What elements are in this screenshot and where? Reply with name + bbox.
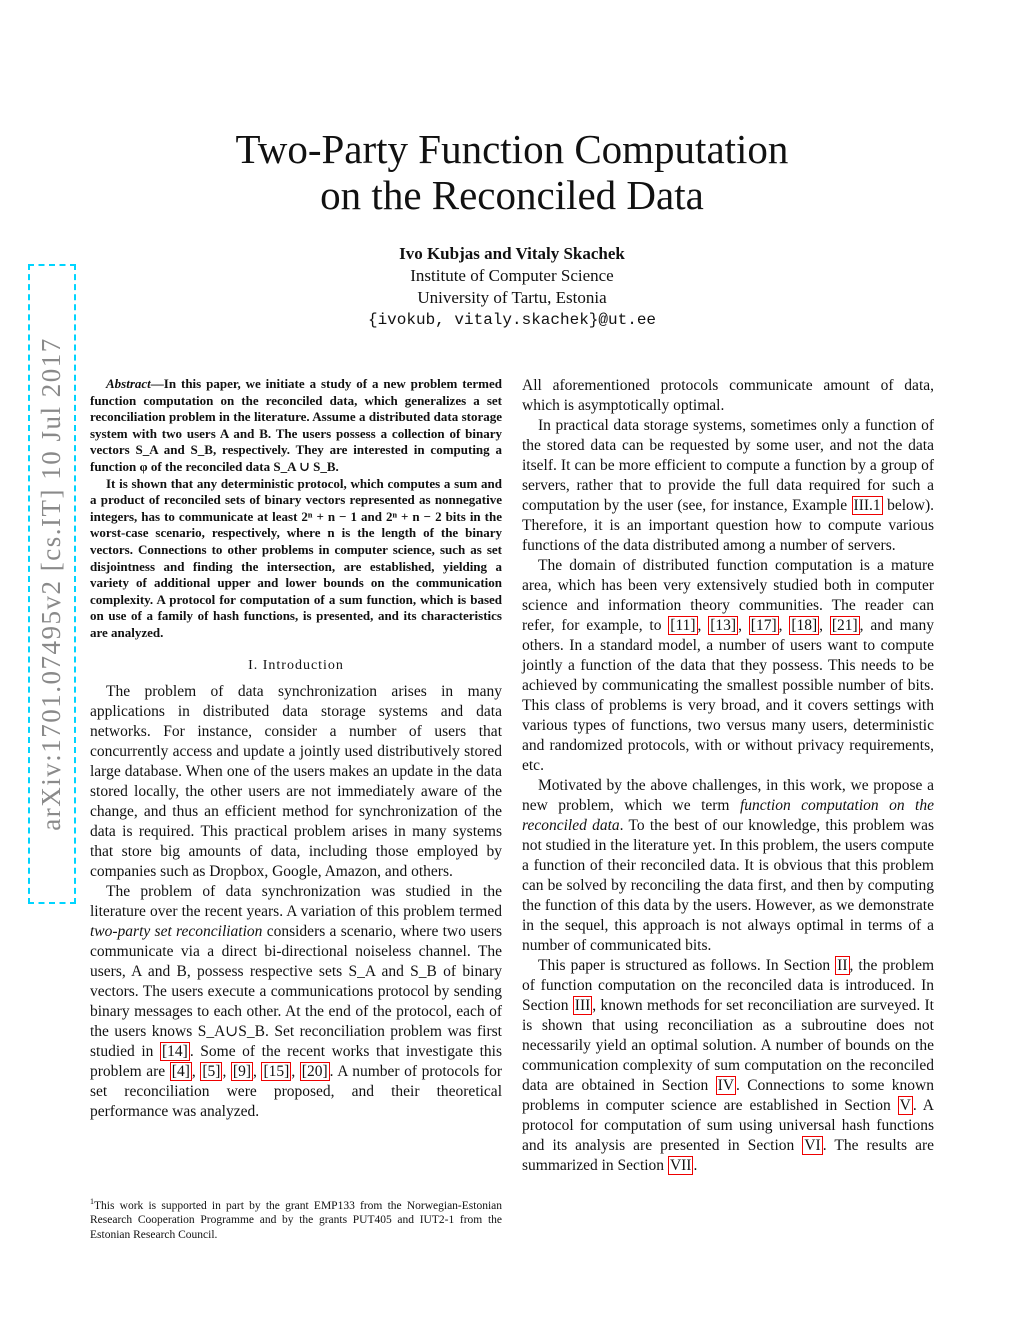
section-link[interactable]: IV	[717, 1077, 735, 1094]
italic-term: function computation on the reconciled data	[522, 797, 934, 834]
abstract-paragraph-1	[90, 376, 502, 476]
intro-paragraph-2: The problem of data synchronization was studied in the literature over the recent years. A variation of this problem termed two-party set reconciliation considers a scenario, where two users communicate via a direct bi-directional noiseless channel. The users, A and B, possess respective sets S_A and S_B of binary vectors. The users execute a communications protocol by sending binary messages to each other. At the end of the protocol, each of the users knows S_A∪S_B. Set reconciliation problem was first studied in [14] . Some of the recent works that investigate this problem are [4] , [5] , [9] , [15] , [20] . A number of protocols for set reconciliation were proposed, and their theoretical performance was analyzed.	[90, 882, 503, 1120]
right-column	[522, 376, 934, 1176]
citation-link[interactable]: [4]	[171, 1062, 190, 1080]
text: . A protocol for computation of sum using universal hash functions and its analysis are presented in Section	[522, 1097, 934, 1154]
right-paragraph-2: The domain of distributed function computation is a mature area, which has been very extensively studied both in computer science and information theory communities. The reader can refer, for example, to [11] , [13] , [17] , [18] , [21] , and many others. In a standard model, a number of users want to compute jointly a function of the data that they possess. This needs to be achieved by communicating the smallest possible number of bits. This class of problems is very broad, and it covers settings with various types of functions, two versus many users, deterministic and randomized protocols, with or without privacy requirements, etc.	[522, 557, 935, 774]
text: . To the best of our knowledge, this problem was not studied in the literature yet. In this problem, the users compute a function of their reconciled data. It is obvious that this problem can be solved by reconciling the data first, and then by computing the function of this data by the users. However, as we demonstrate in the sequel, this approach is not always optimal in terms of a number of communicated bits.	[522, 817, 934, 954]
citation-link[interactable]: [15]	[263, 1062, 290, 1080]
arxiv-stamp[interactable]: arXiv:1701.07495v2 [cs.IT] 10 Jul 2017	[28, 264, 76, 904]
citation-link[interactable]: [9]	[232, 1062, 251, 1080]
section-link[interactable]: V	[899, 1097, 911, 1114]
section-heading-introduction: I. Introduction	[248, 657, 344, 673]
author-email: {ivokub, vitaly.skachek}@ut.ee	[367, 311, 657, 329]
text: . The results are summarized in Section	[522, 1137, 934, 1174]
title-line-1: Two-Party Function Computation	[235, 126, 789, 172]
footnote-mark: 1	[90, 1197, 94, 1206]
author-names: Ivo Kubjas and Vitaly Skachek	[399, 244, 625, 263]
citation-link[interactable]: [18]	[791, 617, 818, 634]
footnote-text: This work is supported in part by the grant EMP133 from the Norwegian-Estonian Research Cooperation Programme and by the grants PUT405 and IUT2-1 from the Estonian Research Council.	[90, 1199, 502, 1242]
citation-link[interactable]: [13]	[710, 617, 737, 634]
affiliation-1: Institute of Computer Science	[410, 266, 614, 285]
intro-paragraph-1: The problem of data synchronization arises in many applications in distributed data storage systems and data networks. For instance, consider a number of users that concurrently access and update a jointly used distributively stored large database. When one of the users makes an update in the data stored locally, the other users are not immediately aware of the change, and thus an efficient method for synchronization of the data is required. This practical problem arises in many systems that store big amounts of data, including those employed by companies such as Dropbox, Google, Amazon, and others.	[90, 682, 502, 880]
text: , the problem of function computation on the reconciled data is introduced. In Section	[522, 957, 935, 1014]
citation-link[interactable]: [14]	[161, 1042, 188, 1060]
italic-term: two-party set reconciliation	[90, 922, 263, 940]
text: . Connections to some known problems in computer science are established in Section	[522, 1077, 934, 1114]
citation-link[interactable]: [17]	[750, 617, 777, 634]
section-link[interactable]: II	[837, 957, 848, 974]
abstract-label: Abstract	[106, 376, 151, 391]
text: This paper is structured as follows. In Section	[538, 957, 836, 974]
right-paragraph-4	[522, 956, 934, 1176]
title-line-2: on the Reconciled Data	[320, 172, 704, 218]
text: Motivated by the above challenges, in this work, we propose a new problem, which we term	[522, 777, 934, 814]
section-link[interactable]: VII	[669, 1157, 692, 1174]
text: , known methods for set reconciliation are surveyed. It is shown that using reconciliation as a subroutine does not necessarily yield an optimal solution. A number of bounds on the communication complexity of sum computation on the reconciled data are obtained in Section	[522, 997, 934, 1094]
text: . A number of protocols for set reconciliation were proposed, and their theoretical performance was analyzed.	[90, 1062, 503, 1120]
abstract	[90, 376, 502, 642]
text: . Some of the recent works that investigate this problem are	[90, 1042, 502, 1080]
left-column	[90, 376, 502, 1122]
paper-title	[0, 126, 1024, 218]
text: considers a scenario, where two users communicate via a direct bi-directional noiseless channel. The users, A and B, possess respective sets S_A and S_B of binary vectors. The users execute a communications protocol by sending binary messages to each other. At the end of the protocol, each of the users knows S_A∪S_B. Set reconciliation problem was first studied in	[90, 922, 503, 1060]
text: .	[693, 1157, 698, 1174]
author-block	[0, 243, 1024, 331]
right-paragraph-3	[522, 776, 934, 956]
text: The problem of data synchronization was studied in the literature over the recent years. A variation of this problem termed	[90, 882, 502, 920]
section-link[interactable]: VI	[804, 1137, 821, 1154]
citation-link[interactable]: [20]	[301, 1062, 328, 1080]
text: below). Therefore, it is an important question how to compute various functions of the data distributed among a number of servers.	[522, 497, 934, 554]
section-link[interactable]: III	[574, 997, 591, 1014]
citation-link[interactable]: [11]	[670, 617, 696, 634]
text: The domain of distributed function computation is a mature area, which has been very extensively studied both in computer science and information theory communities. The reader can refer, for example, to	[522, 557, 934, 634]
affiliation-2: University of Tartu, Estonia	[417, 288, 607, 307]
footnote	[90, 1195, 502, 1243]
abstract-text-1: —In this paper, we initiate a study of a new problem termed function computation on the reconciled data, which generalizes a set reconciliation problem in the literature. Assume a distributed data storage system with two users A and B. The users possess a collection of binary vectors S_A and S_B, respectively. They are interested in computing a function φ of the reconciled data S_A ∪ S_B.	[90, 376, 502, 474]
text: In practical data storage systems, sometimes only a function of the stored data can be requested by some user, and not the data itself. It can be more efficient to compute a function by a group of servers, rather that to provide the full data required for such a computation by the user (see, for instance, Example	[522, 417, 934, 514]
example-link[interactable]: III.1	[853, 497, 881, 514]
text: , and many others. In a standard model, a number of users want to compute jointly a function of the data that they possess. This needs to be achieved by communicating the smallest possible number of bits. This class of problems is very broad, and it covers settings with various types of functions, two versus many users, deterministic and randomized protocols, with or without privacy requirements, etc.	[522, 617, 935, 774]
abstract-paragraph-2: It is shown that any deterministic protocol, which computes a sum and a product of reconciled sets of binary vectors represented as nonnegative integers, has to communicate at least 2ⁿ + n − 1 and 2ⁿ + n − 2 bits in the worst-case scenario, respectively, where n is the length of the binary vectors. Connections to other problems in computer science, such as set disjointness and finding the intersection, are established, yielding a variety of additional upper and lower bounds on the communication complexity. A protocol for computation of a sum function, which is based on use of a family of hash functions, is presented, and its characteristics are analyzed.	[90, 475, 502, 640]
citation-link[interactable]: [21]	[831, 617, 858, 634]
citation-link[interactable]: [5]	[202, 1062, 221, 1080]
right-paragraph-1	[522, 416, 934, 556]
right-paragraph-0: All aforementioned protocols communicate amount of data, which is asymptotically optimal.	[522, 377, 934, 414]
